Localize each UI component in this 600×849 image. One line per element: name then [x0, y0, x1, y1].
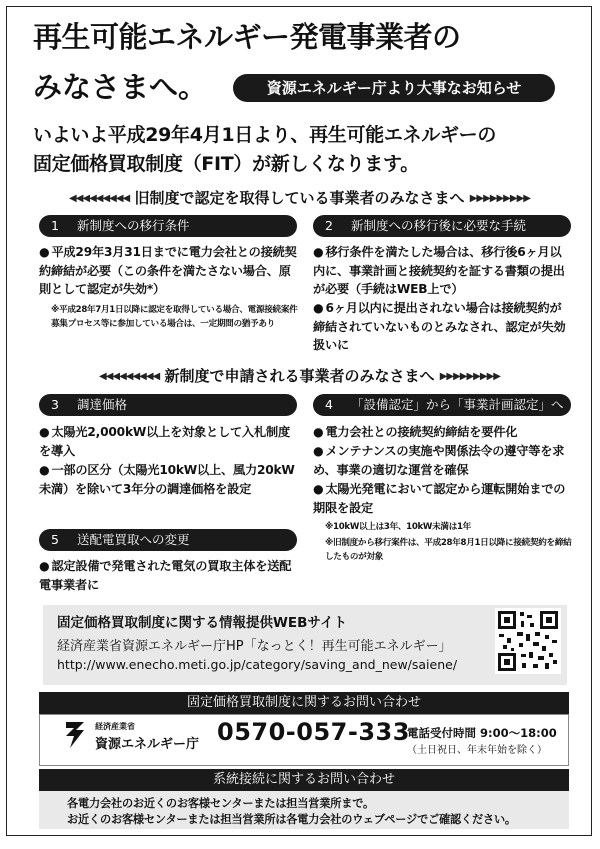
- item4-bullet2-text: メンテナンスの実施や関係法令の遵守等を求め、事業の適切な運営を確保: [313, 444, 565, 477]
- info-description: 経済産業省資源エネルギー庁HP「なっとく！再生可能エネルギー」: [57, 639, 452, 654]
- notice-page: [6, 6, 592, 836]
- bullet-icon: ●: [313, 301, 324, 315]
- contact-hours: 電話受付時間 9:00～18:00: [407, 726, 557, 740]
- page-title-line2: みなさまへ。: [33, 70, 208, 104]
- item2-title: 新制度への移行後に必要な手続: [350, 218, 526, 233]
- contact-hours-note: （土日祝日、年末年始を除く）: [407, 745, 547, 756]
- item3-pill: [39, 394, 297, 416]
- item3-number: 3: [51, 397, 59, 412]
- agency-logo-icon: [62, 720, 88, 750]
- right-arrows-icon: ▶▶▶▶▶▶▶▶▶: [439, 371, 500, 382]
- item2-bullet1-text: 移行条件を満たした場合は、移行後6ヶ月以内に、事業計画と接続契約を証する書類の提出が必要（手続はWEB上で）: [313, 245, 565, 296]
- bullet-icon: ●: [313, 444, 324, 458]
- info-url-link[interactable]: http://www.enecho.meti.go.jp/category/saving_and_new/saiene/: [57, 657, 458, 672]
- item5-pill: [39, 529, 297, 551]
- grid-contact-line2: お近くのお客様センターまたは担当営業所は各電力会社のウェブページでご確認ください。: [67, 813, 516, 826]
- item3-bullet2-text: 一部の区分（太陽光10kW以上、風力20kW未満）を除いて3年分の調達価格を設定: [39, 463, 295, 496]
- item4-bullet1-text: 電力会社との接続契約締結を要件化: [325, 425, 518, 439]
- bullet-icon: ●: [313, 425, 324, 439]
- item4-note1: ※10kW以上は3年、10kW未満は1年: [325, 522, 471, 532]
- item3-bullet2: [39, 461, 297, 498]
- item4-pill: [313, 394, 571, 416]
- item4-bullet3-text: 太陽光発電において認定から運転開始までの期限を設定: [313, 482, 566, 515]
- item1-bullet-text: 平成29年3月31日までに電力会社との接続契約締結が必要（この条件を満たさない場合、原則として認定が失効*）: [39, 245, 297, 296]
- bullet-icon: ●: [313, 482, 324, 496]
- item3-bullet1-text: 太陽光2,000kW以上を対象として入札制度を導入: [39, 425, 290, 458]
- new-section-heading: [37, 365, 562, 386]
- bullet-icon: ●: [39, 245, 50, 259]
- item5-bullet-text: 認定設備で発電された電気の買取主体を送配電事業者に: [39, 559, 292, 592]
- item1-bullet: [39, 243, 297, 299]
- item3-title: 調達価格: [76, 397, 127, 412]
- page-title-line1: 再生可能エネルギー発電事業者の: [33, 20, 461, 54]
- item2-bullet2-text: 6ヶ月以内に提出されない場合は接続契約が締結されていないものとみなされ、認定が失効扱いに: [313, 301, 566, 352]
- item1-title: 新制度への移行条件: [76, 218, 190, 233]
- lead-text-line2: 固定価格買取制度（FIT）が新しくなります。: [33, 153, 419, 175]
- item4-note2: ※旧制度から移行案件は、平成28年8月1日以降に接続契約を締結したものが対象: [325, 538, 572, 562]
- notice-badge: 資源エネルギー庁より大事なお知らせ: [233, 74, 555, 102]
- left-arrows-icon: ◀◀◀◀◀◀◀◀◀: [69, 193, 130, 204]
- old-section-heading: [37, 187, 562, 208]
- bullet-icon: ●: [39, 425, 50, 439]
- item4-number: 4: [325, 397, 333, 412]
- item2-bullet2: [313, 299, 571, 355]
- fit-contact-bar: 固定価格買取制度に関するお問い合わせ: [39, 692, 569, 714]
- item4-bullet1: [313, 423, 571, 442]
- item2-pill: [313, 215, 571, 237]
- contact-phone-number[interactable]: 0570-057-333: [217, 718, 410, 746]
- item3-bullet1: [39, 423, 297, 460]
- item1-pill: [39, 215, 297, 237]
- right-arrows-icon: ▶▶▶▶▶▶▶▶▶: [469, 193, 530, 204]
- item2-bullet1: [313, 243, 571, 299]
- item2-number: 2: [325, 218, 333, 233]
- item5-number: 5: [51, 532, 59, 547]
- bullet-icon: ●: [313, 245, 324, 259]
- ministry-name: 経済産業省: [95, 722, 135, 731]
- item5-bullet: [39, 557, 297, 594]
- new-section-heading-text: 新制度で申請される事業者のみなさまへ: [164, 367, 435, 385]
- item1-number: 1: [51, 218, 59, 233]
- grid-contact-bar: 系統接続に関するお問い合わせ: [39, 769, 569, 791]
- left-arrows-icon: ◀◀◀◀◀◀◀◀◀: [99, 371, 160, 382]
- info-title: 固定価格買取制度に関する情報提供WEBサイト: [57, 615, 347, 631]
- qr-code-icon[interactable]: [495, 608, 561, 674]
- bullet-icon: ●: [39, 463, 50, 477]
- item4-bullet3: [313, 480, 571, 517]
- bullet-icon: ●: [39, 559, 50, 573]
- old-section-heading-text: 旧制度で認定を取得している事業者のみなさまへ: [134, 189, 465, 207]
- item5-title: 送配電買取への変更: [76, 532, 190, 547]
- lead-text-line1: いよいよ平成29年4月1日より、再生可能エネルギーの: [33, 124, 497, 146]
- item1-note: ※平成28年7月1日以降に認定を取得している場合、電源接続案件募集プロセス等に参加している場合は、一定期間の猶予あり: [51, 305, 298, 329]
- grid-contact-line1: 各電力会社のお近くのお客様センターまたは担当営業所まで。: [67, 797, 374, 810]
- item4-title: 「設備認定」から「事業計画認定」へ: [350, 397, 564, 412]
- agency-name: 資源エネルギー庁: [95, 737, 200, 752]
- item4-bullet2: [313, 442, 571, 479]
